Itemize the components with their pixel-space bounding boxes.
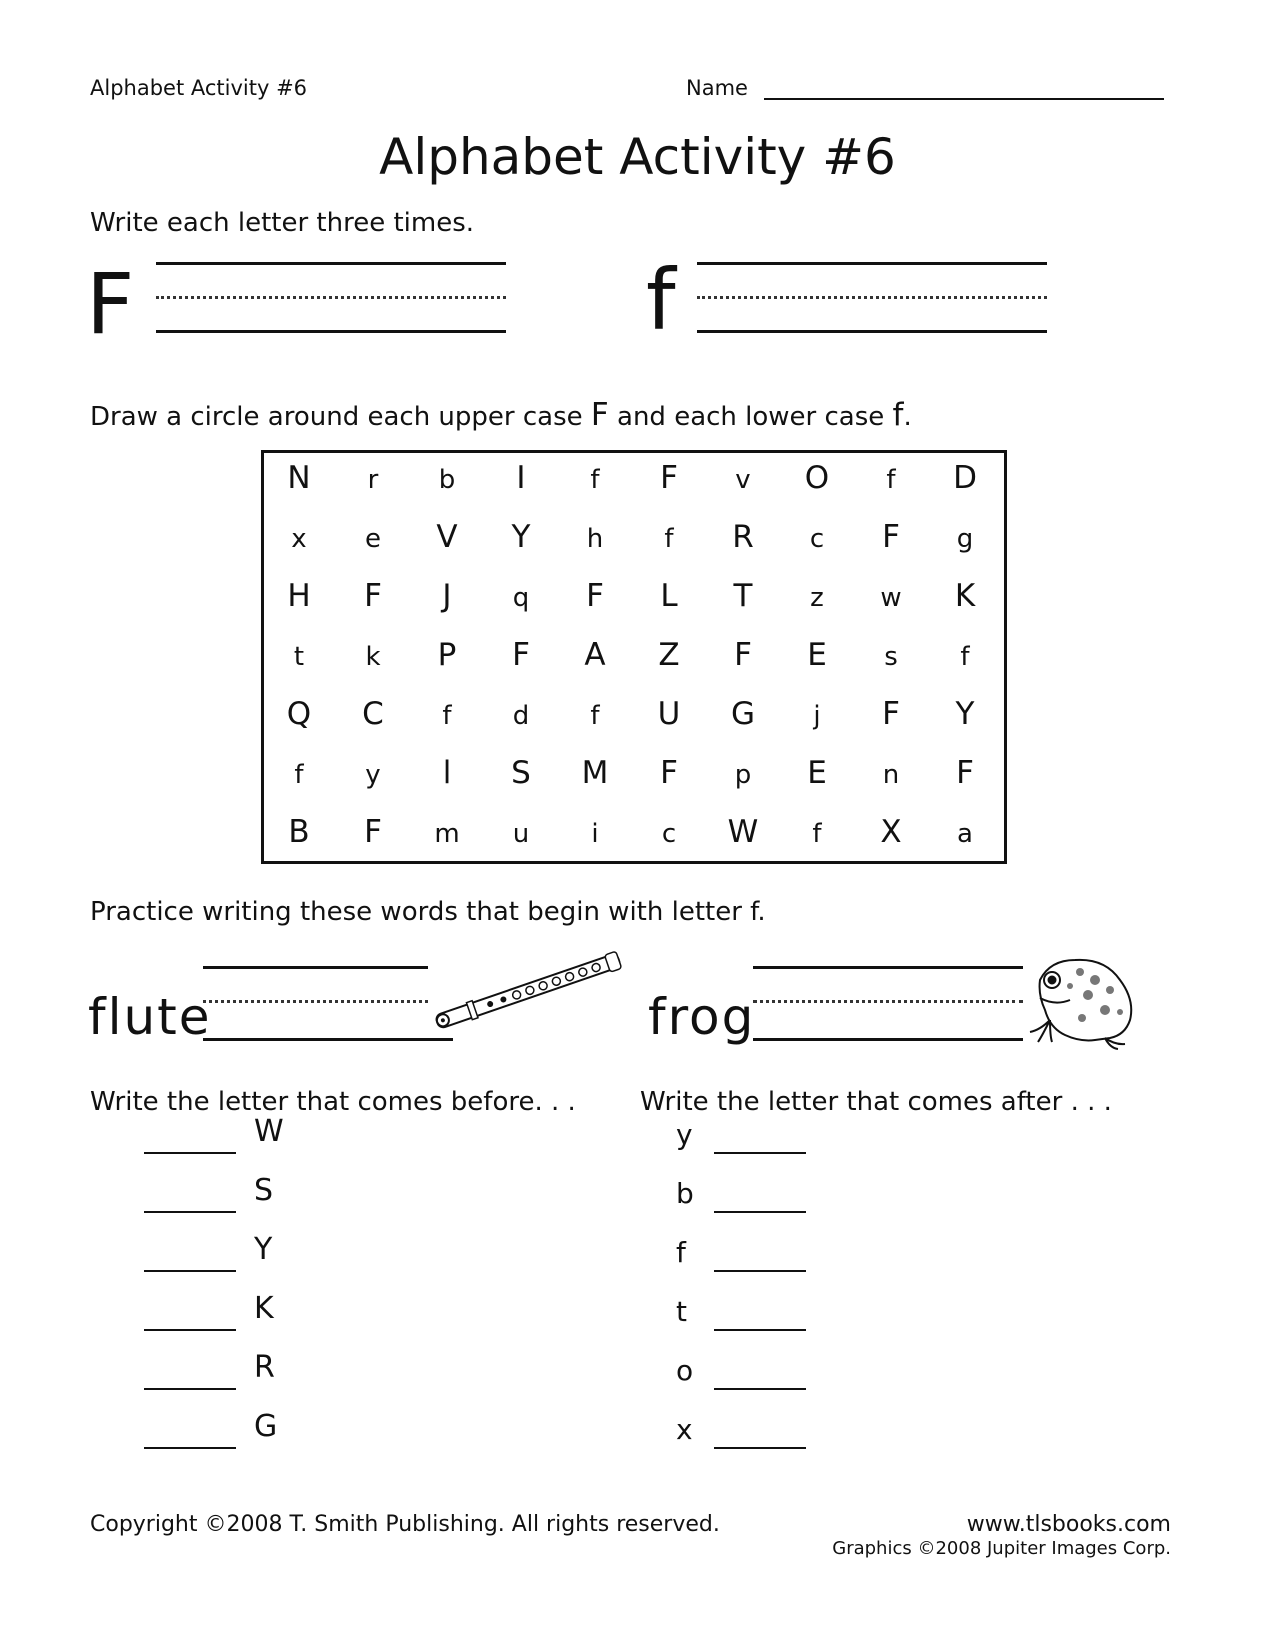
grid-letter[interactable]: c	[661, 819, 677, 849]
grid-letter[interactable]: F	[364, 814, 382, 850]
grid-letter[interactable]: T	[733, 578, 753, 614]
word-frog: frog	[648, 988, 756, 1046]
before-instruction: Write the letter that comes before. . .	[90, 1087, 576, 1117]
grid-letter[interactable]: S	[511, 755, 531, 791]
grid-letter[interactable]: H	[287, 578, 311, 614]
before-letter: S	[254, 1173, 274, 1208]
after-letter: b	[676, 1177, 694, 1210]
grid-letter[interactable]: w	[880, 583, 902, 613]
upper-f-top-line	[156, 262, 506, 265]
flute-top-line	[203, 966, 428, 969]
lower-f-top-line	[697, 262, 1047, 265]
grid-letter[interactable]: l	[442, 755, 452, 791]
grid-letter[interactable]: m	[434, 819, 460, 849]
grid-letter[interactable]: Z	[658, 637, 680, 673]
grid-letter[interactable]: D	[953, 460, 977, 496]
lower-f-base-line[interactable]	[697, 330, 1047, 333]
before-answer-line[interactable]	[144, 1388, 236, 1390]
lower-f-model: f	[646, 251, 676, 349]
grid-letter[interactable]: Y	[511, 519, 531, 555]
after-letter: o	[676, 1354, 694, 1387]
before-answer-line[interactable]	[144, 1329, 236, 1331]
grid-letter[interactable]: f	[886, 465, 896, 495]
flute-mid-line	[203, 1000, 428, 1003]
grid-letter[interactable]: d	[512, 701, 530, 731]
after-answer-line[interactable]	[714, 1388, 806, 1390]
graphics-credit: Graphics ©2008 Jupiter Images Corp.	[832, 1538, 1171, 1559]
word-flute: flute	[88, 988, 212, 1046]
grid-letter[interactable]: R	[732, 519, 754, 555]
upper-f-model: F	[86, 255, 135, 353]
after-answer-line[interactable]	[714, 1447, 806, 1449]
circle-instruction	[90, 397, 912, 433]
grid-letter[interactable]: q	[512, 583, 530, 613]
grid-letter[interactable]: j	[813, 701, 821, 731]
grid-letter[interactable]: F	[660, 460, 678, 496]
name-label: Name	[686, 76, 748, 100]
flute-picture	[426, 950, 631, 1032]
grid-letter[interactable]: J	[442, 578, 452, 614]
frog-icon	[1030, 960, 1131, 1049]
grid-letter[interactable]: z	[810, 583, 824, 613]
after-letter: f	[676, 1236, 686, 1269]
grid-letter[interactable]: s	[884, 642, 898, 672]
before-letter: G	[254, 1409, 278, 1444]
letter-search-grid	[261, 450, 1007, 864]
grid-letter[interactable]: c	[809, 524, 825, 554]
upper-f-base-line[interactable]	[156, 330, 506, 333]
grid-letter[interactable]: v	[735, 465, 751, 495]
grid-letter[interactable]: V	[436, 519, 458, 555]
grid-letter[interactable]: F	[364, 578, 382, 614]
grid-letter[interactable]: f	[960, 642, 970, 672]
grid-letter[interactable]: n	[882, 760, 900, 790]
grid-letter[interactable]: y	[365, 760, 381, 790]
grid-letter[interactable]: L	[660, 578, 678, 614]
grid-letter[interactable]: P	[437, 637, 457, 673]
after-letter: x	[676, 1413, 693, 1446]
grid-letter[interactable]: i	[591, 819, 599, 849]
frog-top-line	[753, 966, 1023, 969]
after-answer-line[interactable]	[714, 1211, 806, 1213]
after-answer-line[interactable]	[714, 1152, 806, 1154]
grid-letter[interactable]: k	[365, 642, 381, 672]
grid-letter[interactable]: W	[727, 814, 759, 850]
grid-letter[interactable]: t	[293, 642, 305, 672]
grid-letter[interactable]: E	[807, 755, 827, 791]
grid-letter[interactable]: g	[956, 524, 974, 554]
name-field[interactable]	[764, 98, 1164, 100]
grid-letter[interactable]: h	[586, 524, 604, 554]
lower-f-mid-line	[697, 296, 1047, 299]
grid-letter[interactable]: A	[584, 637, 606, 673]
after-letter: y	[676, 1118, 693, 1151]
grid-letter[interactable]: U	[657, 696, 681, 732]
frog-base-line[interactable]	[753, 1038, 1023, 1041]
before-answer-line[interactable]	[144, 1447, 236, 1449]
grid-letter[interactable]: B	[288, 814, 310, 850]
before-letter: W	[254, 1114, 284, 1149]
frog-mid-line	[753, 1000, 1023, 1003]
circle-instruction-text-2: and each lower case	[608, 402, 893, 432]
grid-letter[interactable]: F	[586, 578, 604, 614]
practice-words-instruction: Practice writing these words that begin with letter f.	[90, 897, 766, 927]
grid-letter[interactable]: f	[442, 701, 452, 731]
before-answer-line[interactable]	[144, 1152, 236, 1154]
grid-letter[interactable]: N	[287, 460, 311, 496]
frog-picture	[1020, 950, 1140, 1050]
after-answer-line[interactable]	[714, 1270, 806, 1272]
before-answer-line[interactable]	[144, 1211, 236, 1213]
grid-letter[interactable]: a	[957, 819, 973, 849]
before-letter: K	[254, 1291, 274, 1326]
upper-f-mid-line	[156, 296, 506, 299]
grid-letter[interactable]: F	[660, 755, 678, 791]
header-worksheet-label: Alphabet Activity #6	[90, 76, 308, 100]
flute-icon	[434, 951, 621, 1031]
grid-letter[interactable]: f	[590, 465, 600, 495]
grid-letter[interactable]: u	[512, 819, 530, 849]
grid-letter[interactable]: F	[956, 755, 974, 791]
website-link[interactable]: www.tlsbooks.com	[966, 1512, 1171, 1537]
after-answer-line[interactable]	[714, 1329, 806, 1331]
grid-letter[interactable]: f	[664, 524, 674, 554]
grid-letter[interactable]: Q	[286, 696, 312, 732]
grid-letter[interactable]: Y	[955, 696, 975, 732]
grid-letter[interactable]: X	[880, 814, 902, 850]
page-title: Alphabet Activity #6	[379, 128, 896, 186]
grid-letter[interactable]: f	[812, 819, 822, 849]
grid-letter[interactable]: f	[294, 760, 304, 790]
grid-letter[interactable]: F	[882, 519, 900, 555]
grid-letter[interactable]: e	[365, 524, 381, 554]
write-letter-instruction: Write each letter three times.	[90, 208, 475, 238]
circle-instruction-text-1: Draw a circle around each upper case	[90, 402, 591, 432]
grid-letter[interactable]: F	[882, 696, 900, 732]
grid-letter[interactable]: M	[581, 755, 609, 791]
grid-letter[interactable]: f	[590, 701, 600, 731]
after-instruction: Write the letter that comes after . . .	[640, 1087, 1112, 1117]
grid-letter[interactable]: K	[954, 578, 976, 614]
grid-letter[interactable]: x	[291, 524, 307, 554]
grid-letter[interactable]: p	[734, 760, 752, 790]
after-letter: t	[676, 1295, 687, 1328]
grid-letter[interactable]: b	[438, 465, 456, 495]
grid-letter[interactable]: O	[804, 460, 830, 496]
circle-instruction-upper-f: F	[590, 397, 609, 433]
before-answer-line[interactable]	[144, 1270, 236, 1272]
copyright-text: Copyright ©2008 T. Smith Publishing. All rights reserved.	[90, 1512, 720, 1537]
grid-letter[interactable]: I	[516, 460, 526, 496]
before-letter: Y	[254, 1232, 273, 1267]
grid-letter[interactable]: F	[734, 637, 752, 673]
before-letter: R	[254, 1350, 275, 1385]
circle-instruction-period: .	[903, 402, 912, 432]
grid-letter[interactable]: F	[512, 637, 530, 673]
circle-instruction-lower-f: f	[892, 397, 904, 433]
grid-letter[interactable]: E	[807, 637, 827, 673]
flute-base-line[interactable]	[203, 1038, 453, 1041]
grid-letter[interactable]: C	[362, 696, 384, 732]
grid-letter[interactable]: G	[730, 696, 756, 732]
grid-letter[interactable]: r	[367, 465, 379, 495]
